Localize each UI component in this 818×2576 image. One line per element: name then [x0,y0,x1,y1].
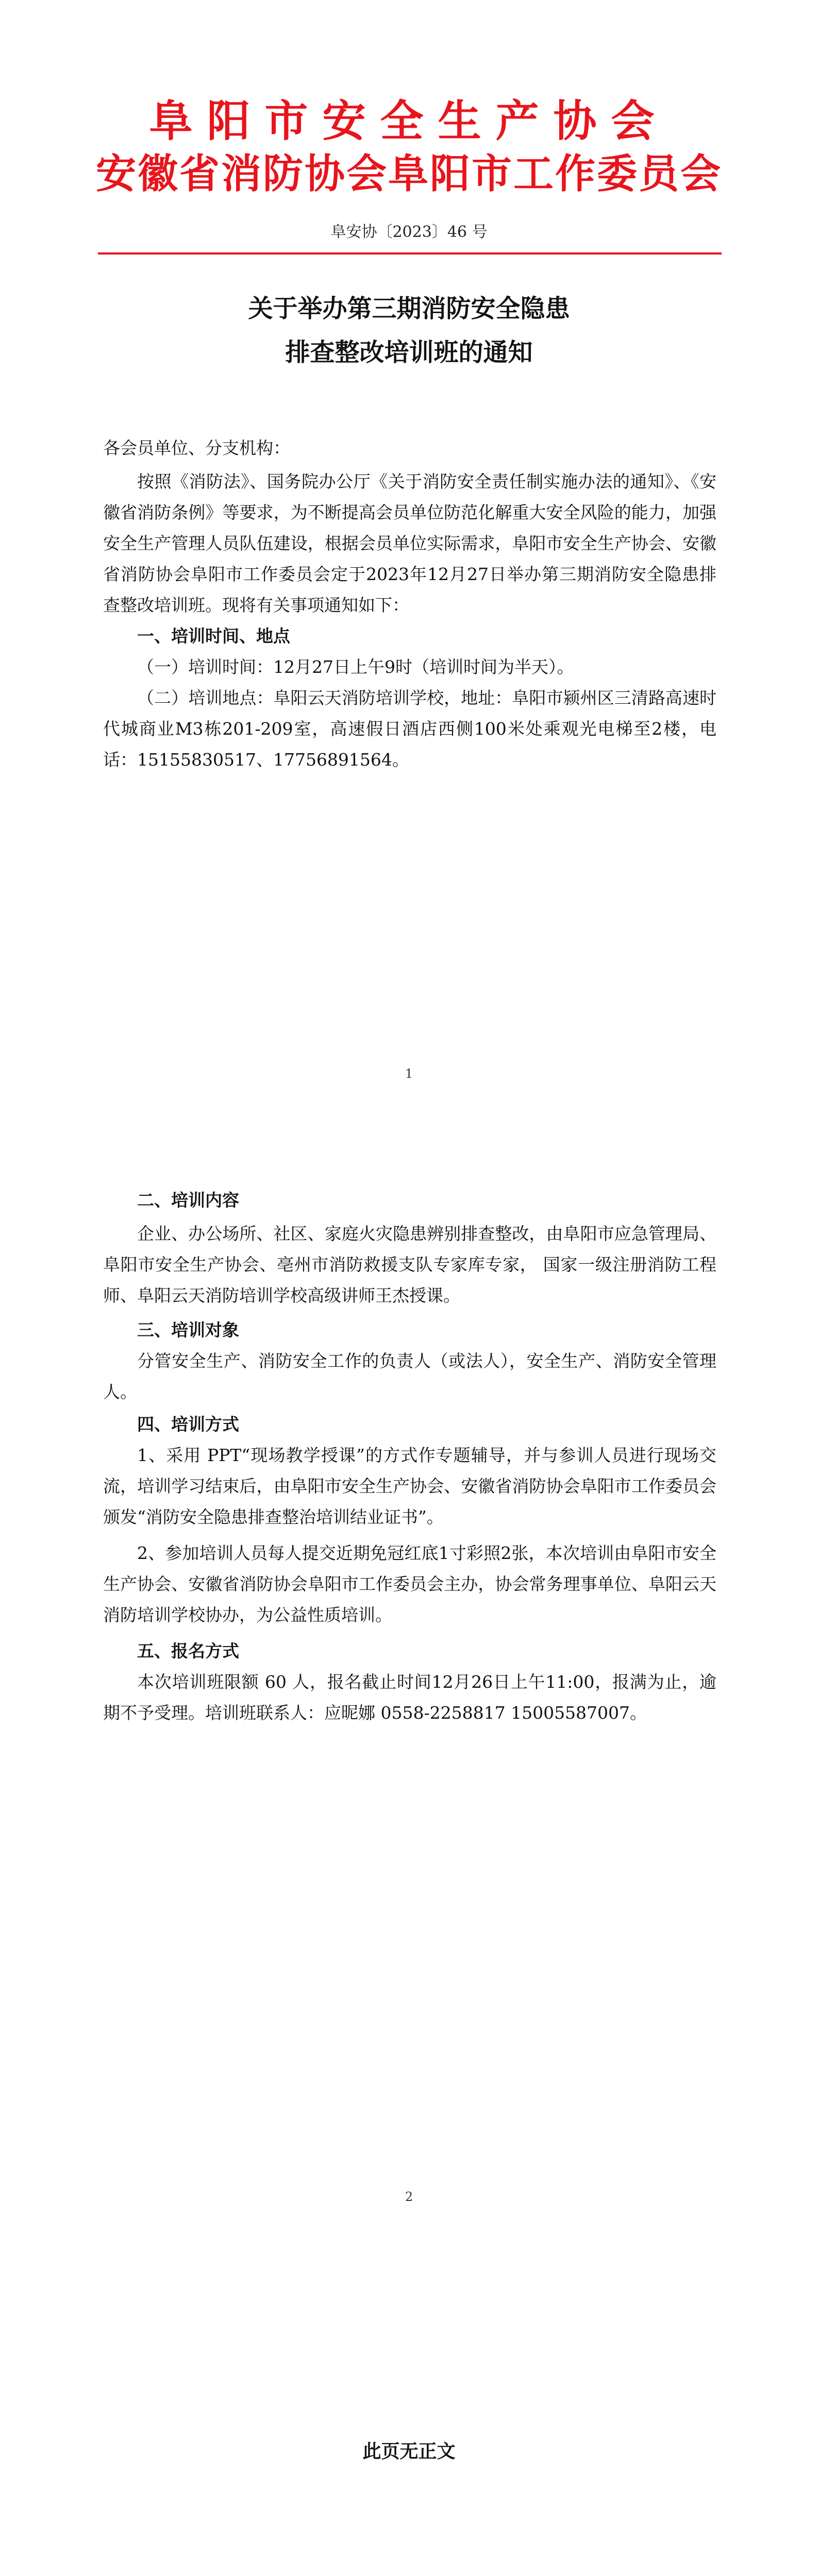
section-5-heading: 五、报名方式 [137,1641,239,1661]
section-2-body: 企业、办公场所、社区、家庭火灾隐患辨别排查整改，由阜阳市应急管理局、阜阳市安全生产协会、亳州市消防救援支队专家库专家， 国家一级注册消防工程师、阜阳云天消防培训学校高级讲师王杰授课。 [103,1224,716,1306]
page-number: 1 [405,1066,413,1081]
no-body-text-notice: 此页无正文 [362,2441,456,2462]
section-4-heading: 四、培训方式 [137,1414,239,1434]
section-4-item-2: 2、参加培训人员每人提交近期免冠红底1寸彩照2张，本次培训由阜阳市安全生产协会、安徽省消防协会阜阳市工作委员会主办，协会常务理事单位、阜阳云天消防培训学校协办，为公益性质培训。 [103,1543,716,1625]
greeting: 各会员单位、分支机构： [103,438,290,458]
issuer-name-line-1: 阜阳市安全生产协会 [149,96,669,146]
page-1 [0,0,818,1154]
section-3-heading: 三、培训对象 [137,1320,239,1340]
red-divider [98,252,722,255]
notice-title-line-1: 关于举办第三期消防安全隐患 [248,294,570,323]
section-2-heading: 二、培训内容 [137,1190,239,1210]
page-3 [0,2308,818,2576]
notice-title-line-2: 排查整改培训班的通知 [285,338,533,367]
section-4-item-1: 1、采用 PPT“现场教学授课”的方式作专题辅导，并与参训人员进行现场交流，培训学习结束后，由阜阳市安全生产协会、安徽省消防协会阜阳市工作委员会颁发“消防安全隐患排查整治培训结业证书”。 [103,1445,716,1527]
section-1-heading: 一、培训时间、地点 [137,626,290,646]
document-number: 阜安协〔2023〕46 号 [330,223,488,241]
intro-paragraph: 按照《消防法》、国务院办公厅《关于消防安全责任制实施办法的通知》、《安徽省消防条例》等要求，为不断提高会员单位防范化解重大安全风险的能力，加强安全生产管理人员队伍建设，根据会员单位实际需求，阜阳市安全生产协会、安徽省消防协会阜阳市工作委员会定于2023年12月27日举办第三期消防安全隐患排查整改培训班。现将有关事项通知如下： [103,471,716,615]
page-2 [0,1154,818,2308]
section-3-body: 分管安全生产、消防安全工作的负责人（或法人），安全生产、消防安全管理人。 [103,1351,716,1402]
section-5-body: 本次培训班限额 60 人，报名截止时间12月26日上午11:00，报满为止，逾期不予受理。培训班联系人：应昵娜 0558-2258817 15005587007。 [103,1672,716,1723]
issuer-name-line-2: 安徽省消防协会阜阳市工作委员会 [95,151,722,197]
page-number: 2 [405,2190,413,2204]
section-1-item-1: （一）培训时间：12月27日上午9时（培训时间为半天）。 [137,657,574,677]
section-1-item-2: （二）培训地点：阜阳云天消防培训学校，地址：阜阳市颍州区三清路高速时代城商业M3栋201-209室，高速假日酒店西侧100米处乘观光电梯至2楼，电话：15155830517、17756891564。 [103,688,716,770]
